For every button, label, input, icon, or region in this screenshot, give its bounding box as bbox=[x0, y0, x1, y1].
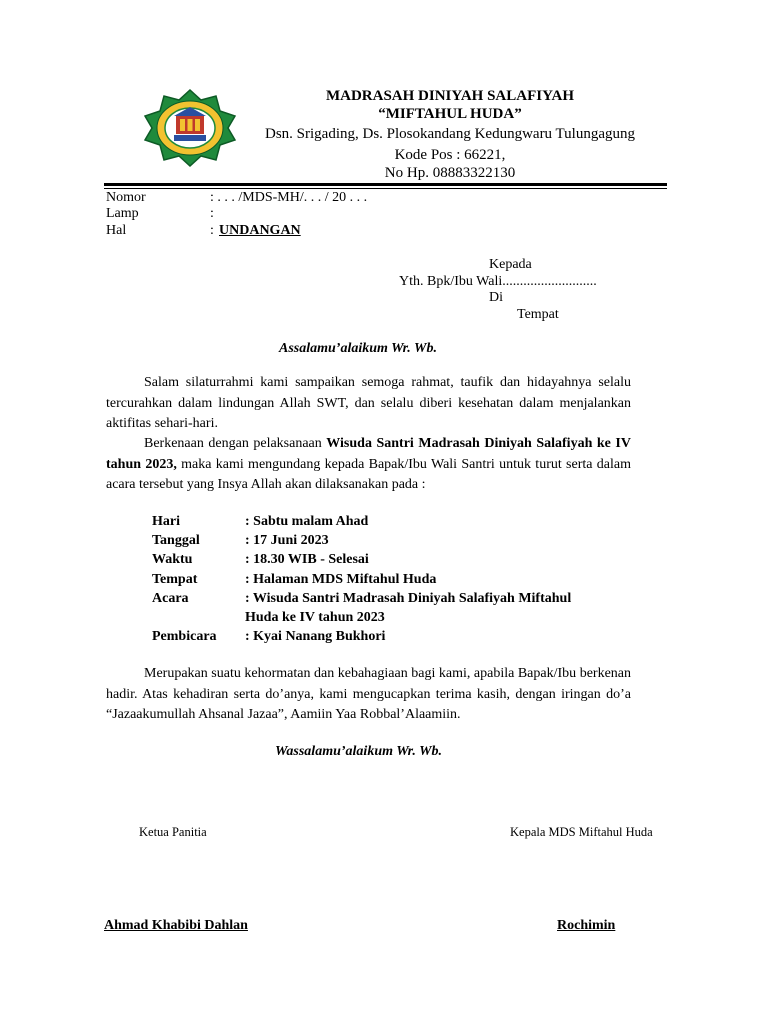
detail-row-tanggal bbox=[152, 531, 632, 550]
letterhead-divider-thin bbox=[104, 188, 667, 189]
event-details bbox=[152, 512, 632, 646]
letterhead-divider-thick bbox=[104, 183, 667, 186]
detail-row-waktu bbox=[152, 550, 632, 569]
detail-value: : Halaman MDS Miftahul Huda bbox=[245, 571, 437, 587]
detail-row-hari bbox=[152, 512, 632, 531]
closing-greeting: Wassalamu’alaikum Wr. Wb. bbox=[275, 744, 443, 759]
paragraph-closing: Merupakan suatu kehormatan dan kebahagiaan bagi kami, apabila Bapak/Ibu berkenan hadir. Atas kehadiran serta do’anya, kami mengucapkan terima kasih, dengan iringan do’a “Jazaakumullah Ahsanal Jazaa”, Aamiin Yaa Robbal’Alaamiin. bbox=[106, 666, 631, 722]
detail-value: : 18.30 WIB - Selesai bbox=[245, 552, 369, 568]
institution-name: MADRASAH DINIYAH SALAFIYAH bbox=[325, 88, 575, 104]
nomor-value: : . . . /MDS-MH/. . . / 20 . . . bbox=[210, 190, 368, 205]
recipient-tempat: Tempat bbox=[517, 307, 559, 322]
left-signatory-name: Ahmad Khabibi Dahlan bbox=[104, 918, 248, 933]
detail-value: : 17 Juni 2023 bbox=[245, 533, 329, 549]
hal-label: Hal bbox=[106, 223, 127, 238]
hal-colon: : bbox=[210, 223, 214, 238]
paragraph-opening: Salam silaturrahmi kami sampaikan semoga rahmat, taufik dan hidayahnya selalu tercurahkan dalam lindungan Allah SWT, dan selalu diberi kesehatan dalam menjalankan aktifitas sehari-hari. bbox=[106, 375, 631, 431]
detail-label: Waktu bbox=[152, 552, 193, 568]
detail-row-acara bbox=[152, 589, 632, 627]
detail-row-tempat bbox=[152, 570, 632, 589]
lamp-value: : bbox=[210, 206, 214, 221]
letterhead-postal-code: Kode Pos : 66221, bbox=[394, 147, 506, 163]
detail-value: : Kyai Nanang Bukhori bbox=[245, 629, 386, 645]
left-signatory-title: Ketua Panitia bbox=[139, 825, 207, 839]
letterhead-address: Dsn. Srigading, Ds. Plosokandang Kedungwaru Tulungagung bbox=[265, 126, 635, 142]
lamp-label: Lamp bbox=[106, 206, 139, 221]
recipient-di: Di bbox=[489, 290, 503, 305]
detail-label: Hari bbox=[152, 514, 180, 529]
detail-label: Pembicara bbox=[152, 629, 217, 645]
hal-value: UNDANGAN bbox=[219, 223, 301, 238]
paragraph-invitation bbox=[106, 434, 631, 496]
letterhead-phone: No Hp. 08883322130 bbox=[384, 165, 516, 181]
detail-row-pembicara bbox=[152, 627, 632, 646]
recipient-name: Yth. Bpk/Ibu Wali........................... bbox=[399, 274, 597, 289]
madrasah-name: “MIFTAHUL HUDA” bbox=[378, 106, 522, 122]
right-signatory-name: Rochimin bbox=[557, 918, 616, 933]
paragraph-invitation-rest: maka kami mengundang kepada Bapak/Ibu Wali Santri untuk turut serta dalam acara tersebut yang Insya Allah akan dilaksanakan pada : bbox=[106, 456, 631, 492]
opening-greeting: Assalamu’alaikum Wr. Wb. bbox=[279, 341, 437, 356]
nomor-label: Nomor bbox=[106, 190, 146, 205]
madrasah-logo bbox=[140, 88, 240, 168]
detail-value: : Wisuda Santri Madrasah Diniyah Salafiyah Miftahul Huda ke IV tahun 2023 bbox=[245, 590, 572, 626]
detail-label: Tempat bbox=[152, 571, 198, 587]
paragraph-invitation-intro: Berkenaan dengan pelaksanaan bbox=[144, 436, 327, 451]
paragraph-invitation-event: Wisuda Santri Madrasah Diniyah Salafiyah ke IV tahun 2023, bbox=[106, 436, 631, 472]
detail-value: : Sabtu malam Ahad bbox=[245, 514, 369, 529]
detail-label: Acara bbox=[152, 590, 189, 606]
right-signatory-title: Kepala MDS Miftahul Huda bbox=[510, 825, 653, 839]
recipient-kepada: Kepada bbox=[489, 257, 532, 272]
detail-label: Tanggal bbox=[152, 533, 200, 549]
